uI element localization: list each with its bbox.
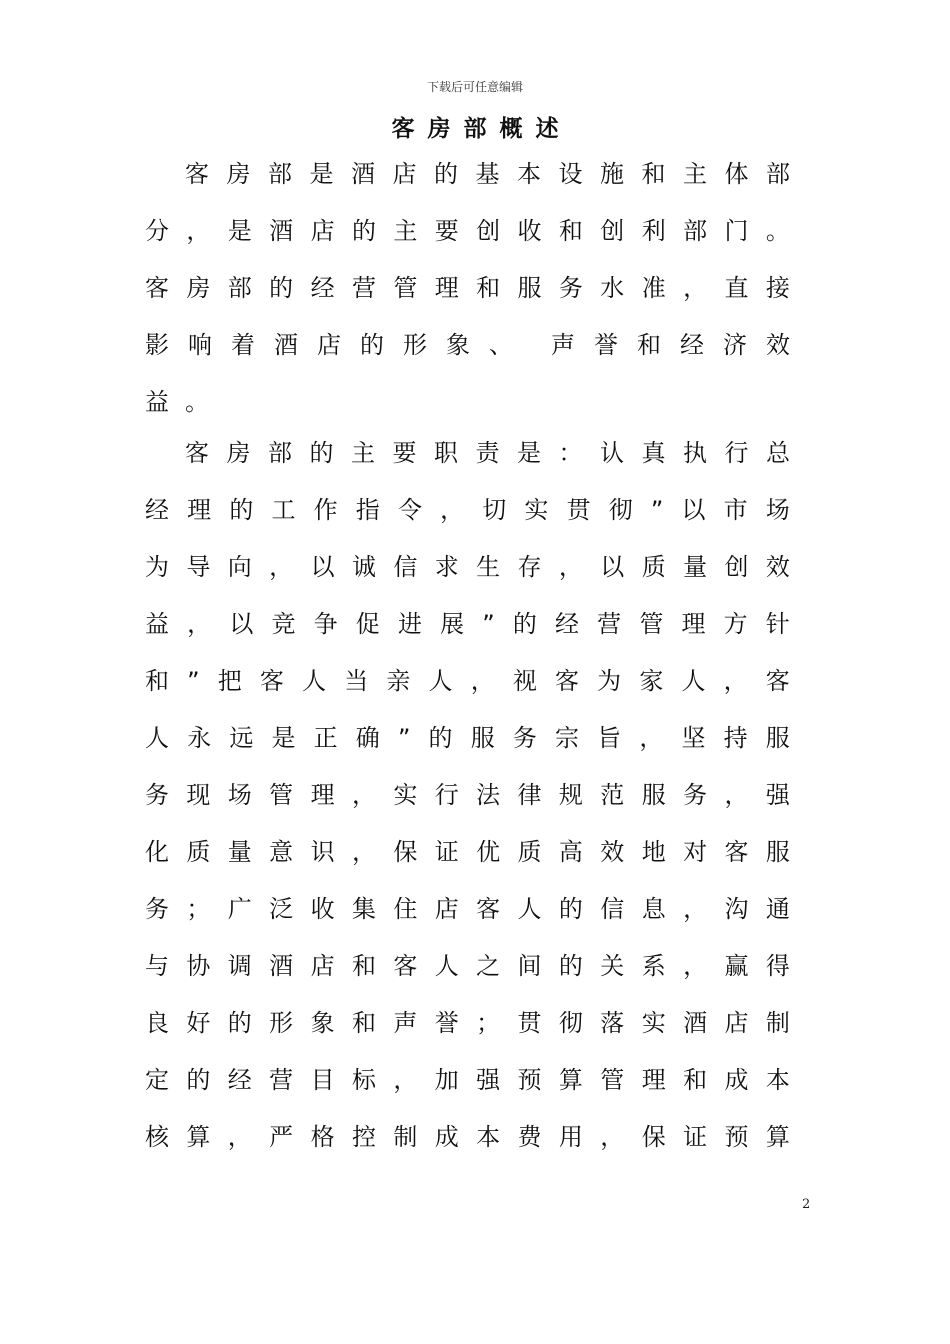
text-line: 化 质 量 意 识 ， 保 证 优 质 高 效 地 对 客 服 [145,838,790,866]
text-line: 良 好 的 形 象 和 声 誉 ； 贯 彻 落 实 酒 店 制 [145,1009,790,1037]
paragraph-2 [145,425,790,1166]
header-note: 下载后可任意编辑 [426,80,523,94]
text-line: 务 现 场 管 理 ， 实 行 法 律 规 范 服 务 ， 强 [145,781,790,809]
text-line: 为 导 向 ， 以 诚 信 求 生 存 ， 以 质 量 创 效 [145,553,790,581]
text-line: 客 房 部 是 酒 店 的 基 本 设 施 和 主 体 部 [185,160,790,188]
text-line: 影 响 着 酒 店 的 形 象 、 声 誉 和 经 济 效 [145,331,790,359]
text-line: 与 协 调 酒 店 和 客 人 之 间 的 关 系 ， 赢 得 [145,952,790,980]
text-line: 定 的 经 营 目 标 ， 加 强 预 算 管 理 和 成 本 [145,1066,790,1094]
page-title: 客房部概述 [391,116,572,142]
text-line: 益 。 [145,388,209,416]
text-line: 客 房 部 的 主 要 职 责 是 ： 认 真 执 行 总 [185,439,790,467]
page-number: 2 [802,1197,811,1212]
text-line: 和 ” 把 客 人 当 亲 人 ， 视 客 为 家 人 ， 客 [145,667,790,695]
text-line: 益 ， 以 竞 争 促 进 展 ” 的 经 营 管 理 方 针 [145,610,790,638]
paragraph-1 [145,146,790,431]
text-line: 经 理 的 工 作 指 令 ， 切 实 贯 彻 ” 以 市 场 [145,496,790,524]
text-line: 核 算 ， 严 格 控 制 成 本 费 用 ， 保 证 预 算 [145,1123,790,1151]
text-line: 务 ； 广 泛 收 集 住 店 客 人 的 信 息 ， 沟 通 [145,895,790,923]
text-line: 分 ， 是 酒 店 的 主 要 创 收 和 创 利 部 门 。 [145,217,790,245]
text-line: 客 房 部 的 经 营 管 理 和 服 务 水 准 ， 直 接 [145,274,790,302]
text-line: 人 永 远 是 正 确 ” 的 服 务 宗 旨 ， 坚 持 服 [145,724,790,752]
